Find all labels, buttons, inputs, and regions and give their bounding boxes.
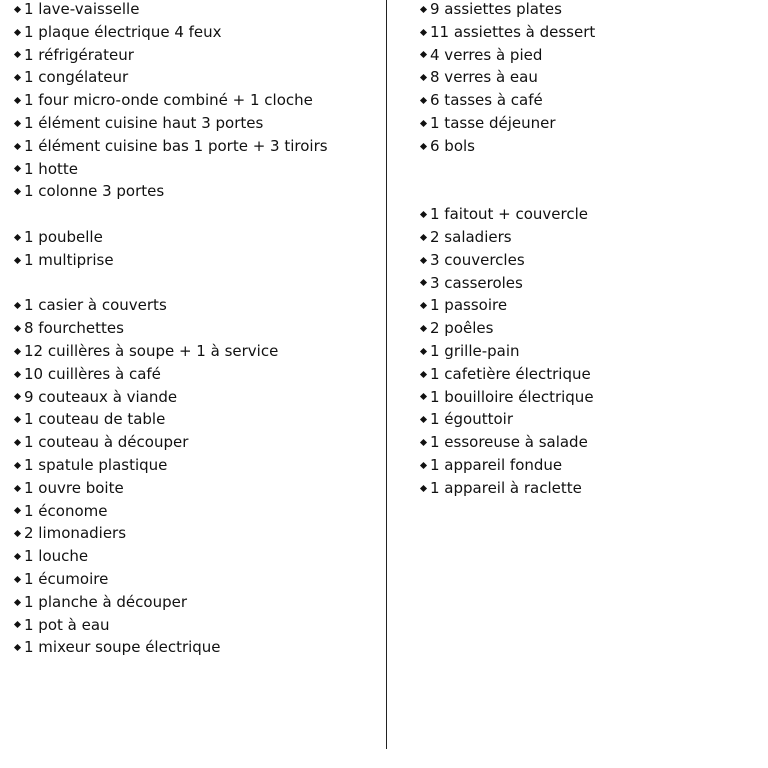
list-item [421, 135, 761, 158]
item-label: 1 passoire [430, 296, 508, 315]
list-item [15, 408, 385, 431]
bullet-icon [14, 143, 21, 150]
bullet-icon [14, 97, 21, 104]
bullet-icon [420, 416, 427, 423]
item-label: 1 pot à eau [24, 615, 110, 634]
bullet-icon [14, 416, 21, 423]
bullet-icon [420, 143, 427, 150]
bullet-icon [14, 553, 21, 560]
list-item [421, 89, 761, 112]
list-item [15, 66, 385, 89]
bullet-icon [420, 74, 427, 81]
item-label: 1 four micro-onde combiné + 1 cloche [24, 91, 313, 110]
item-label: 1 bouilloire électrique [430, 387, 594, 406]
bullet-icon [14, 6, 21, 13]
list-item [421, 203, 761, 226]
item-label: 1 cafetière électrique [430, 364, 591, 383]
item-label: 1 appareil à raclette [430, 478, 582, 497]
bullet-icon [14, 393, 21, 400]
item-label: 11 assiettes à dessert [430, 22, 596, 41]
list-item [421, 249, 761, 272]
bullet-icon [14, 621, 21, 628]
item-label: 8 verres à eau [430, 68, 538, 87]
list-item [15, 636, 385, 659]
list-item [421, 112, 761, 135]
item-label: 12 cuillères à soupe + 1 à service [24, 341, 279, 360]
column-divider [386, 0, 387, 749]
group-spacer [15, 203, 385, 226]
bullet-icon [14, 120, 21, 127]
list-item [15, 568, 385, 591]
list-item [15, 249, 385, 272]
item-label: 1 élément cuisine bas 1 porte + 3 tiroirs [24, 136, 328, 155]
list-item [421, 454, 761, 477]
item-label: 4 verres à pied [430, 45, 543, 64]
bullet-icon [420, 302, 427, 309]
item-label: 2 limonadiers [24, 524, 127, 543]
bullet-icon [14, 234, 21, 241]
item-label: 8 fourchettes [24, 319, 124, 338]
item-label: 1 ouvre boite [24, 478, 124, 497]
item-label: 3 casseroles [430, 273, 523, 292]
item-label: 1 congélateur [24, 68, 129, 87]
list-item [421, 386, 761, 409]
bullet-icon [14, 257, 21, 264]
bullet-icon [14, 507, 21, 514]
list-item [421, 317, 761, 340]
list-item [15, 158, 385, 181]
bullet-icon [14, 165, 21, 172]
item-label: 1 colonne 3 portes [24, 182, 165, 201]
item-label: 1 grille-pain [430, 341, 520, 360]
bullet-icon [14, 29, 21, 36]
list-item [421, 431, 761, 454]
item-label: 1 essoreuse à salade [430, 433, 588, 452]
list-item [421, 477, 761, 500]
group-spacer [421, 180, 761, 203]
bullet-icon [14, 74, 21, 81]
item-label: 1 lave-vaisselle [24, 0, 140, 18]
list-item [421, 272, 761, 295]
list-item [15, 180, 385, 203]
group-spacer [15, 272, 385, 295]
item-label: 1 couteau à découper [24, 433, 189, 452]
list-item [421, 363, 761, 386]
item-label: 1 mixeur soupe électrique [24, 638, 221, 657]
item-label: 2 saladiers [430, 227, 512, 246]
list-item [15, 454, 385, 477]
item-label: 1 élément cuisine haut 3 portes [24, 113, 264, 132]
bullet-icon [14, 371, 21, 378]
item-label: 1 appareil fondue [430, 455, 563, 474]
bullet-icon [420, 325, 427, 332]
bullet-icon [420, 439, 427, 446]
bullet-icon [420, 51, 427, 58]
bullet-icon [14, 302, 21, 309]
item-label: 1 louche [24, 547, 89, 566]
bullet-icon [14, 462, 21, 469]
item-label: 1 égouttoir [430, 410, 514, 429]
bullet-icon [420, 234, 427, 241]
bullet-icon [420, 348, 427, 355]
item-label: 1 écumoire [24, 569, 109, 588]
list-item [421, 44, 761, 67]
item-label: 1 plaque électrique 4 feux [24, 22, 222, 41]
list-item [421, 408, 761, 431]
bullet-icon [420, 29, 427, 36]
list-item [15, 340, 385, 363]
list-item [15, 89, 385, 112]
list-item [421, 294, 761, 317]
item-label: 1 casier à couverts [24, 296, 167, 315]
group-spacer [421, 158, 761, 181]
bullet-icon [14, 644, 21, 651]
item-label: 1 spatule plastique [24, 455, 168, 474]
right-inventory-column [421, 0, 761, 500]
item-label: 6 tasses à café [430, 91, 543, 110]
bullet-icon [14, 485, 21, 492]
list-item [421, 21, 761, 44]
item-label: 1 poubelle [24, 227, 103, 246]
list-item [15, 386, 385, 409]
list-item [15, 44, 385, 67]
item-label: 1 hotte [24, 159, 78, 178]
list-item [15, 591, 385, 614]
bullet-icon [420, 97, 427, 104]
item-label: 1 économe [24, 501, 108, 520]
bullet-icon [420, 393, 427, 400]
list-item [15, 294, 385, 317]
list-item [421, 340, 761, 363]
list-item [15, 363, 385, 386]
bullet-icon [14, 51, 21, 58]
list-item [15, 317, 385, 340]
item-label: 1 planche à découper [24, 592, 188, 611]
bullet-icon [14, 325, 21, 332]
item-label: 1 faitout + couvercle [430, 205, 589, 224]
bullet-icon [14, 348, 21, 355]
item-label: 9 assiettes plates [430, 0, 562, 18]
list-item [421, 0, 761, 21]
list-item [15, 135, 385, 158]
bullet-icon [14, 576, 21, 583]
list-item [15, 500, 385, 523]
item-label: 3 couvercles [430, 250, 525, 269]
list-item [15, 431, 385, 454]
item-label: 1 couteau de table [24, 410, 166, 429]
list-item [421, 66, 761, 89]
bullet-icon [420, 462, 427, 469]
bullet-icon [420, 6, 427, 13]
bullet-icon [420, 120, 427, 127]
list-item [421, 226, 761, 249]
list-item [15, 614, 385, 637]
list-item [15, 0, 385, 21]
list-item [15, 112, 385, 135]
item-label: 6 bols [430, 136, 475, 155]
item-label: 1 tasse déjeuner [430, 113, 556, 132]
bullet-icon [420, 485, 427, 492]
item-label: 1 réfrigérateur [24, 45, 134, 64]
item-label: 10 cuillères à café [24, 364, 161, 383]
list-item [15, 545, 385, 568]
item-label: 2 poêles [430, 319, 494, 338]
bullet-icon [14, 439, 21, 446]
bullet-icon [14, 599, 21, 606]
list-item [15, 21, 385, 44]
item-label: 9 couteaux à viande [24, 387, 178, 406]
bullet-icon [420, 211, 427, 218]
bullet-icon [420, 279, 427, 286]
left-inventory-column [15, 0, 385, 659]
bullet-icon [420, 371, 427, 378]
bullet-icon [14, 188, 21, 195]
list-item [15, 522, 385, 545]
list-item [15, 477, 385, 500]
bullet-icon [420, 257, 427, 264]
list-item [15, 226, 385, 249]
item-label: 1 multiprise [24, 250, 114, 269]
bullet-icon [14, 530, 21, 537]
